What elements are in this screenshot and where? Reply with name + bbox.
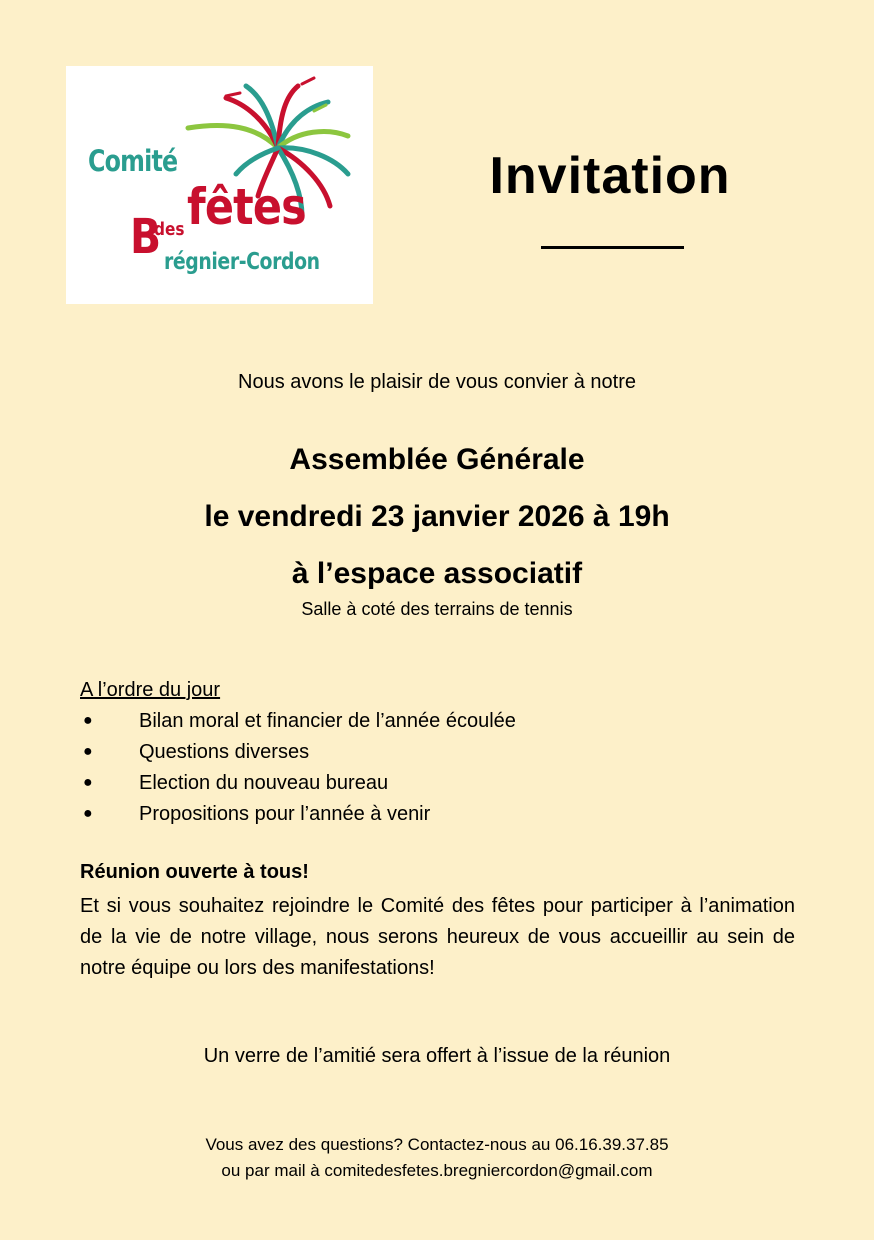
agenda-title: A l’ordre du jour [80,679,221,701]
event-name: Assemblée Générale [289,443,585,476]
open-meeting-title: Réunion ouverte à tous! [80,861,309,883]
logo [66,66,373,304]
contact-phone-line: Vous avez des questions? Contactez-nous au 06.16.39.37.85 [205,1135,669,1154]
bullet-icon: ● [83,712,93,729]
agenda-item-text: Bilan moral et financier de l’année écoulée [139,710,516,732]
bullet-icon: ● [83,805,93,822]
intro-text: Nous avons le plaisir de vous convier à notre [238,371,636,393]
logo-text-des: des [154,219,185,240]
logo-text-initial: B [130,209,162,265]
agenda-item-text: Questions diverses [139,741,310,763]
event-room: Salle à coté des terrains de tennis [301,599,573,619]
agenda-item-text: Election du nouveau bureau [139,772,389,794]
logo-text-bregnier: régnier-Cordon [164,249,320,275]
bullet-icon: ● [83,774,93,791]
event-place: à l’espace associatif [291,557,583,590]
closing-drink-text: Un verre de l’amitié sera offert à l’issue de la réunion [203,1045,671,1067]
logo-text-comite: Comité [88,144,178,178]
logo-text-fetes: fêtes [187,178,306,236]
page-title: Invitation [489,147,731,205]
agenda-item-text: Propositions pour l’année à venir [139,803,431,825]
event-date: le vendredi 23 janvier 2026 à 19h [204,500,670,533]
bullet-icon: ● [83,743,93,760]
title-underline [541,246,684,249]
open-meeting-text: Et si vous souhaitez rejoindre le Comité des fêtes pour participer à l’animation de la vie de notre village, nous serons heureux de vous accueillir au sein de notre équipe ou lors des manifestations! [80,895,795,979]
contact-email-line: ou par mail à comitedesfetes.bregniercordon@gmail.com [221,1161,653,1180]
